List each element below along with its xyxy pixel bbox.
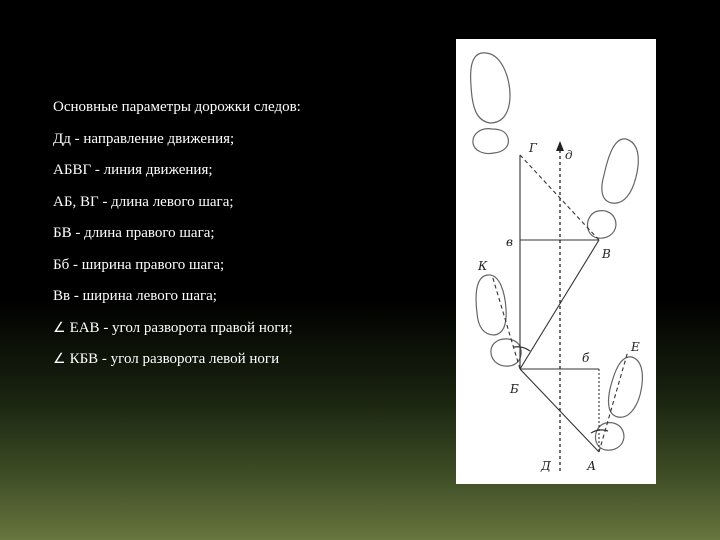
label-e: Е xyxy=(631,340,640,354)
label-v: В xyxy=(602,247,611,261)
direction-axis xyxy=(556,141,564,471)
list-heading: Основные параметры дорожки следов: xyxy=(53,99,301,115)
list-item-right-step: БВ - длина правого шага; xyxy=(53,225,215,241)
line-g-v xyxy=(520,155,599,240)
footprint-track-diagram xyxy=(456,39,656,484)
footprint-g-heel xyxy=(473,129,508,154)
footprint-b-heel xyxy=(491,339,521,366)
footprint-a-toe xyxy=(609,357,643,417)
list-item-left-angle: ∠ КБВ - угол разворота левой ноги xyxy=(53,351,280,367)
footprint-v-heel xyxy=(587,211,616,239)
parameters-list xyxy=(53,92,433,376)
list-item-left-width: Вв - ширина левого шага; xyxy=(53,288,217,304)
list-item-direction: Дд - направление движения; xyxy=(53,130,235,147)
angle-icon: ∠ xyxy=(53,351,66,367)
list-item-right-angle: ∠ ЕАВ - угол разворота правой ноги; xyxy=(53,319,293,336)
angle-icon: ∠ xyxy=(53,319,66,336)
list-item-right-width: Бб - ширина правого шага; xyxy=(53,256,225,273)
label-d: Д xyxy=(541,459,551,473)
label-d-small: д xyxy=(565,148,573,162)
label-b-small: б xyxy=(582,351,590,365)
direction-arrow-icon xyxy=(556,141,564,151)
footprint-v-toe xyxy=(602,139,638,203)
label-a: А xyxy=(587,459,597,473)
label-v-small: в xyxy=(506,235,513,249)
list-item-line: АБВГ - линия движения; xyxy=(53,162,213,178)
angle-arcs xyxy=(514,347,608,433)
footprint-a-heel xyxy=(595,423,624,451)
list-item-left-step: АБ, ВГ - длина левого шага; xyxy=(53,193,234,210)
footprint-b-toe xyxy=(476,275,506,335)
label-k: К xyxy=(478,259,488,273)
track-diagram-svg xyxy=(456,39,656,484)
label-g: Г xyxy=(529,141,537,155)
label-b: Б xyxy=(510,382,519,396)
footprint-g-toe xyxy=(471,53,510,123)
